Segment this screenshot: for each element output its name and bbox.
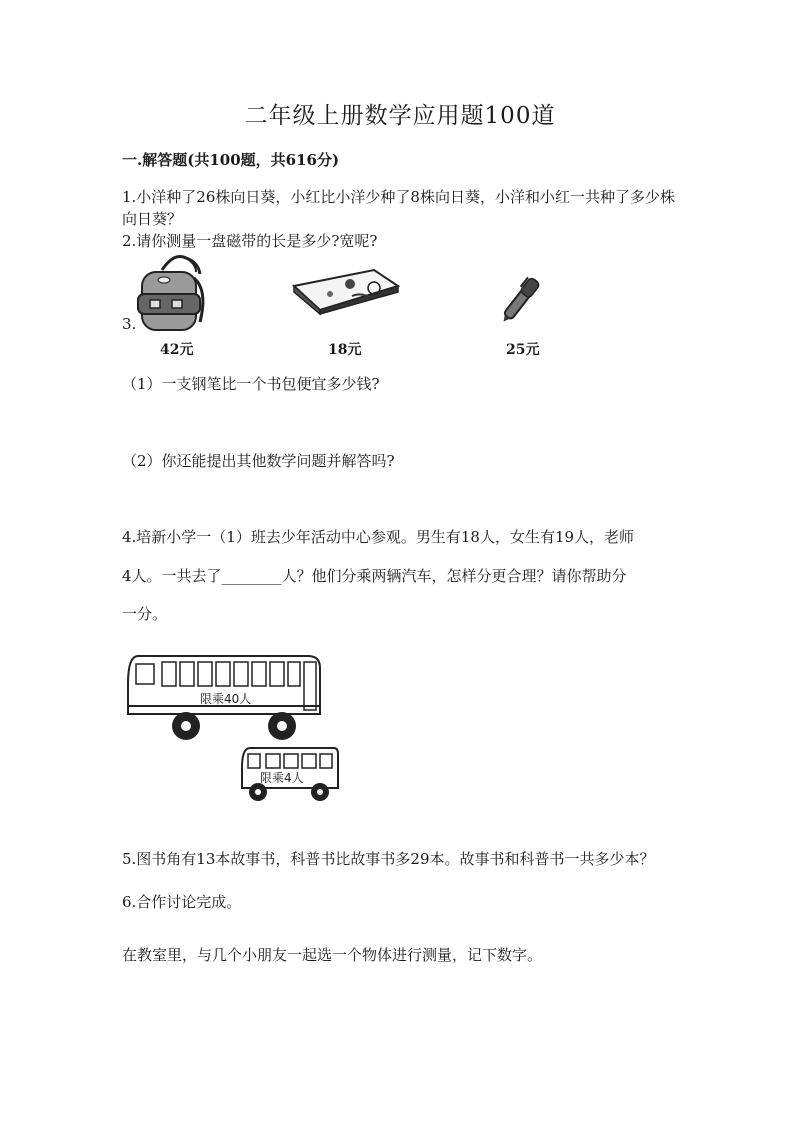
question-3-number: 3. — [122, 315, 137, 333]
section-heading: 一.解答题(共100题，共616分) — [122, 151, 340, 169]
question-6: 6.合作讨论完成。 — [122, 893, 242, 911]
question-4-line-3: 一分。 — [122, 605, 168, 623]
small-bus-label: 限乘4人 — [260, 771, 304, 785]
question-4-line-2: 4人。一共去了________人？他们分乘两辆汽车，怎样分更合理？请你帮助分 — [122, 567, 627, 585]
backpack-price: 42元 — [160, 342, 194, 358]
question-4-line-1: 4.培新小学一（1）班去少年活动中心参观。男生有18人，女生有19人，老师 — [122, 528, 635, 546]
question-2: 2.请你测量一盘磁带的长是多少?宽呢? — [122, 232, 378, 250]
question-3-part-1: （1）一支钢笔比一个书包便宜多少钱? — [122, 375, 380, 393]
question-1: 1.小洋种了26株向日葵，小红比小洋少种了8株向日葵，小洋和小红一共种了多少株向日葵？ — [122, 188, 675, 228]
big-bus-label: 限乘40人 — [200, 692, 252, 706]
question-5: 5.图书角有13本故事书，科普书比故事书多29本。故事书和科普书一共多少本？ — [122, 850, 655, 868]
big-bus-icon — [124, 648, 324, 744]
small-bus-icon — [238, 742, 342, 804]
backpack-icon — [134, 250, 214, 334]
pencil-case-icon — [290, 266, 402, 316]
question-6-text: 在教室里，与几个小朋友一起选一个物体进行测量，记下数字。 — [122, 946, 543, 964]
question-3-part-2: （2）你还能提出其他数学问题并解答吗? — [122, 452, 395, 470]
pencil-case-price: 18元 — [328, 342, 362, 358]
pen-icon — [494, 268, 550, 328]
page-title: 二年级上册数学应用题100道 — [244, 103, 556, 129]
pen-price: 25元 — [506, 342, 540, 358]
